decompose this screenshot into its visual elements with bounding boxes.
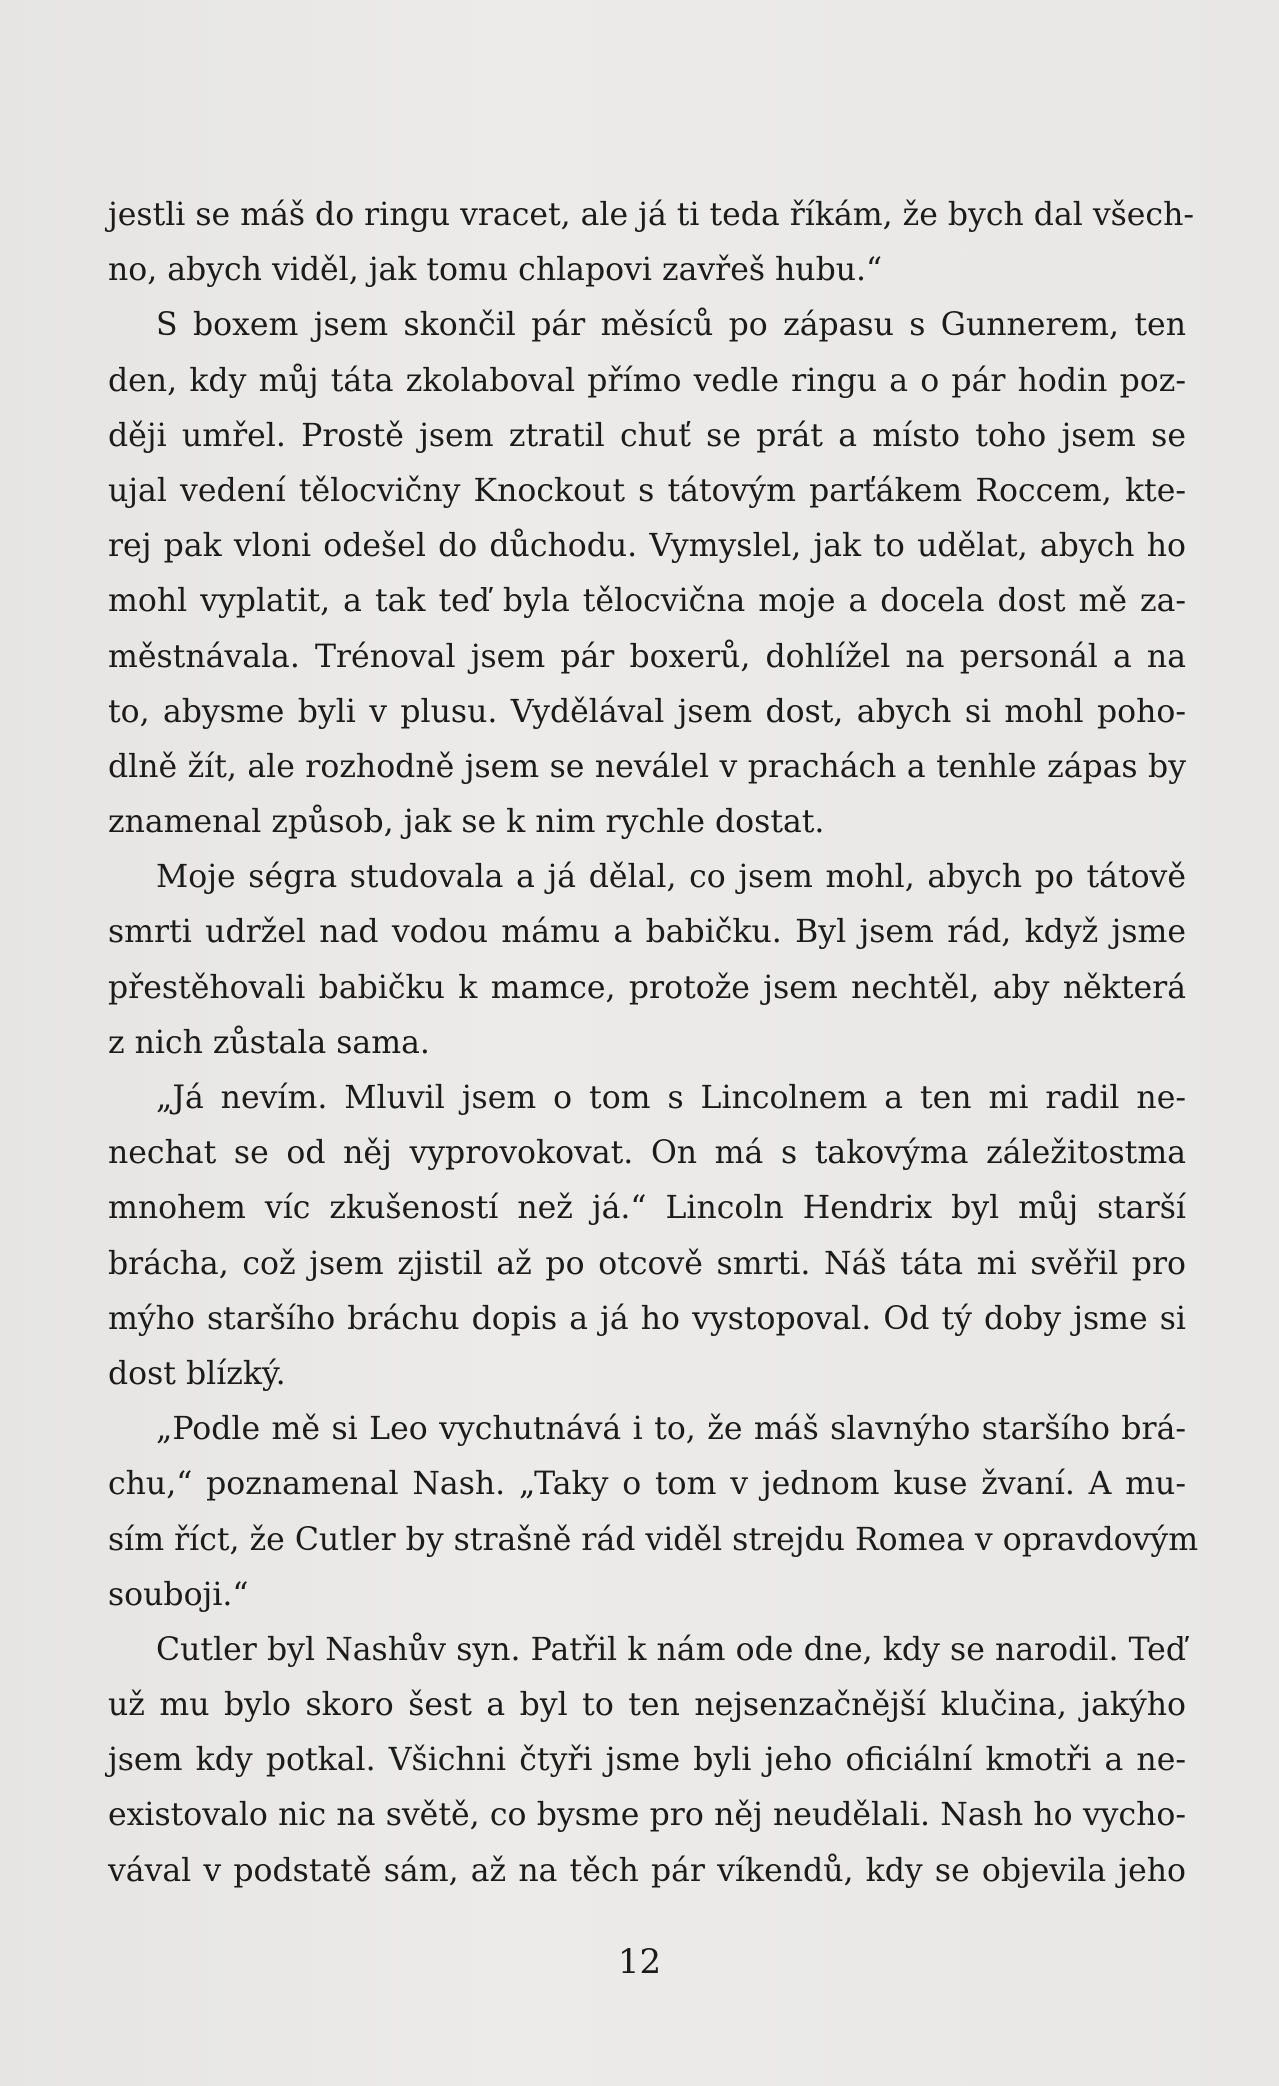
text-line: znamenal způsob, jak se k nim rychle dostat. <box>108 804 825 841</box>
text-line: mohl vyplatit, a tak teď byla tělocvična moje a docela dost mě za- <box>108 583 1186 620</box>
text-line: mýho staršího bráchu dopis a já ho vystopoval. Od tý doby jsme si <box>108 1300 1186 1337</box>
text-line: dlně žít, ale rozhodně jsem se neválel v prachách a tenhle zápas by <box>108 748 1186 785</box>
text-line: existovalo nic na světě, co bysme pro něj neudělali. Nash ho vycho- <box>108 1797 1186 1834</box>
text-line: ději umřel. Prostě jsem ztratil chuť se prát a místo toho jsem se <box>108 417 1186 454</box>
text-line: jestli se máš do ringu vracet, ale já ti teda říkám, že bych dal všech- <box>108 197 1194 233</box>
body-text <box>108 188 1199 1899</box>
text-line: souboji.“ <box>108 1576 249 1613</box>
text-line: městnávala. Trénoval jsem pár boxerů, dohlížel na personál a na <box>108 638 1186 675</box>
text-line: no, abych viděl, jak tomu chlapovi zavřeš hubu.“ <box>108 252 883 289</box>
text-line: ujal vedení tělocvičny Knockout s tátovým parťákem Roccem, kte- <box>108 472 1186 509</box>
text-line: S boxem jsem skončil pár měsíců po zápasu s Gunnerem, ten <box>156 307 1186 344</box>
page-number: 12 <box>617 1942 662 1982</box>
text-line: rej pak vloni odešel do důchodu. Vymyslel, jak to udělat, abych ho <box>108 528 1186 565</box>
text-line: nechat se od něj vyprovokovat. On má s takovýma záležitostma <box>108 1135 1186 1172</box>
text-line: „Podle mě si Leo vychutnává i to, že máš slavnýho staršího brá- <box>156 1411 1186 1448</box>
text-line: jsem kdy potkal. Všichni čtyři jsme byli jeho oficiální kmotři a ne- <box>108 1742 1186 1779</box>
text-line: přestěhovali babičku k mamce, protože jsem nechtěl, aby některá <box>108 969 1186 1006</box>
text-line: z nich zůstala sama. <box>108 1024 430 1061</box>
text-line: dost blízký. <box>108 1355 286 1392</box>
text-line: vával v podstatě sám, až na těch pár víkendů, kdy se objevila jeho <box>108 1852 1186 1889</box>
text-line: Cutler byl Nashův syn. Patřil k nám ode dne, kdy se narodil. Teď <box>156 1631 1186 1668</box>
text-line: chu,“ poznamenal Nash. „Taky o tom v jednom kuse žvaní. A mu- <box>108 1466 1186 1503</box>
text-line: Moje ségra studovala a já dělal, co jsem mohl, abych po tátově <box>156 859 1186 896</box>
text-line: už mu bylo skoro šest a byl to ten nejsenzačnější klučina, jakýho <box>108 1687 1186 1724</box>
text-line: mnohem víc zkušeností než já.“ Lincoln Hendrix byl můj starší <box>108 1190 1186 1227</box>
text-line: den, kdy můj táta zkolaboval přímo vedle ringu a o pár hodin poz- <box>108 362 1186 399</box>
text-line: smrti udržel nad vodou mámu a babičku. Byl jsem rád, když jsme <box>108 914 1186 951</box>
text-line: sím říct, že Cutler by strašně rád viděl strejdu Romea v opravdovým <box>108 1521 1199 1558</box>
text-line: brácha, což jsem zjistil až po otcově smrti. Náš táta mi svěřil pro <box>108 1245 1186 1282</box>
text-line: „Já nevím. Mluvil jsem o tom s Lincolnem a ten mi radil ne- <box>156 1080 1186 1116</box>
text-line: to, abysme byli v plusu. Vydělával jsem dost, abych si mohl poho- <box>108 693 1186 730</box>
